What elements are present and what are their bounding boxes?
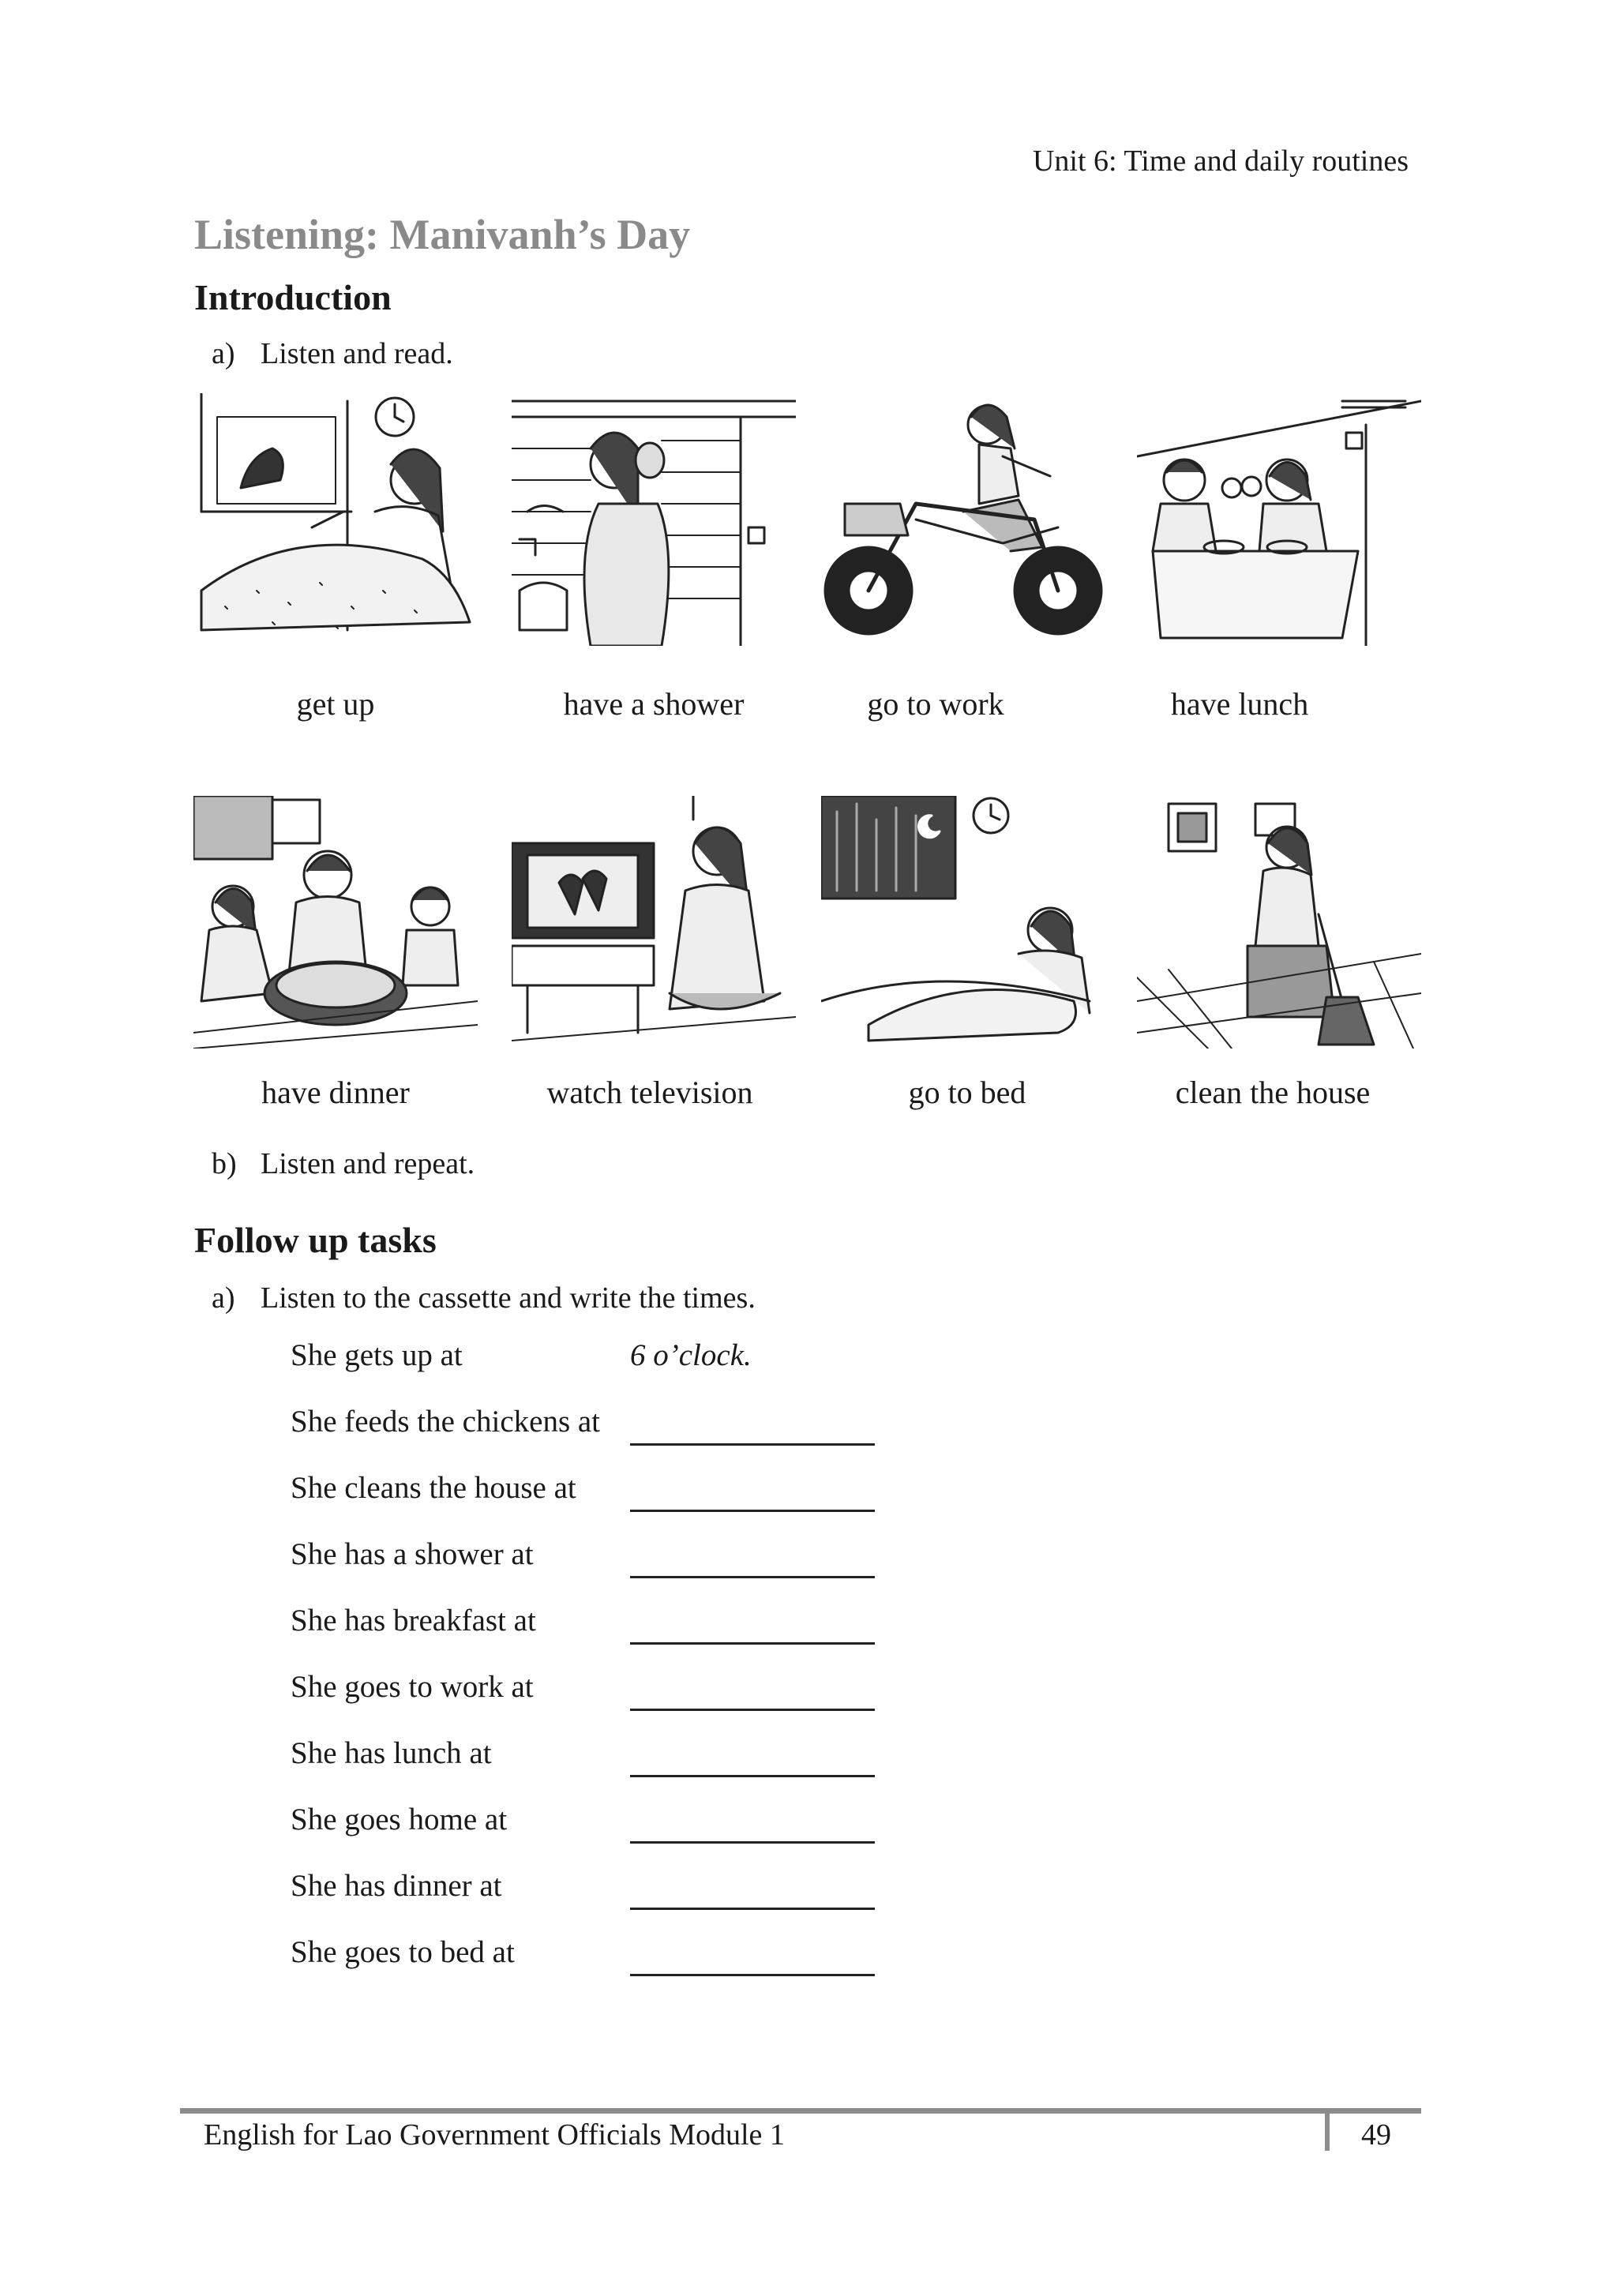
answer-blank[interactable] [630,1669,875,1711]
go-to-bed-illustration [821,796,1105,1049]
page-number: 49 [1361,2118,1391,2152]
footer-book-title: English for Lao Government Officials Module 1 [204,2118,785,2152]
caption-go-to-work: go to work [867,686,1004,722]
watch-television-illustration [512,796,796,1049]
caption-have-dinner: have dinner [261,1075,410,1110]
task-label: She gets up at [291,1338,463,1372]
caption-have-lunch: have lunch [1170,686,1309,722]
caption-have-a-shower: have a shower [563,686,745,722]
have-dinner-illustration [193,796,478,1049]
instruction-listen-repeat [212,1146,475,1181]
task-label: She feeds the chickens at [291,1405,601,1439]
answer-blank[interactable] [630,1735,875,1777]
task-label: She goes to work at [291,1670,534,1704]
task-label: She has dinner at [291,1869,502,1903]
task-label: She has breakfast at [291,1604,536,1638]
instruction-letter: a) [212,337,235,370]
answer-blank[interactable] [630,1470,875,1512]
caption-go-to-bed: go to bed [908,1075,1026,1110]
go-to-work-illustration [821,393,1105,646]
task-label: She has lunch at [291,1736,492,1770]
page-title: Listening: Manivanh’s Day [194,211,691,258]
answer-blank[interactable] [630,1404,875,1446]
instruction-write-times [212,1281,756,1315]
instruction-text: Listen and read. [261,337,453,370]
instruction-letter: b) [212,1147,237,1180]
introduction-heading: Introduction [194,277,392,317]
instruction-text: Listen and repeat. [261,1147,475,1180]
task-label: She goes to bed at [291,1935,515,1969]
caption-get-up: get up [296,686,375,722]
answer-blank[interactable] [630,1934,875,1976]
have-lunch-illustration [1137,393,1421,646]
unit-header: Unit 6: Time and daily routines [1032,144,1409,178]
follow-up-heading: Follow up tasks [194,1220,437,1260]
caption-clean-the-house: clean the house [1175,1075,1371,1110]
task-label: She goes home at [291,1803,508,1836]
caption-watch-television: watch television [546,1075,753,1110]
answer-blank[interactable] [630,1802,875,1844]
answer-blank[interactable] [630,1536,875,1578]
answer-blank[interactable] [630,1603,875,1645]
task-label: She has a shower at [291,1537,534,1571]
footer-separator [1325,2111,1330,2151]
instruction-text: Listen to the cassette and write the times. [261,1281,756,1315]
instruction-letter: a) [212,1281,235,1315]
have-a-shower-illustration [512,393,796,646]
clean-the-house-illustration [1137,796,1421,1049]
answer-example: 6 o’clock. [630,1338,752,1372]
task-label: She cleans the house at [291,1471,576,1505]
footer-rule [180,2108,1421,2114]
get-up-illustration [193,393,478,646]
instruction-listen-read [212,336,453,371]
answer-blank[interactable] [630,1868,875,1910]
